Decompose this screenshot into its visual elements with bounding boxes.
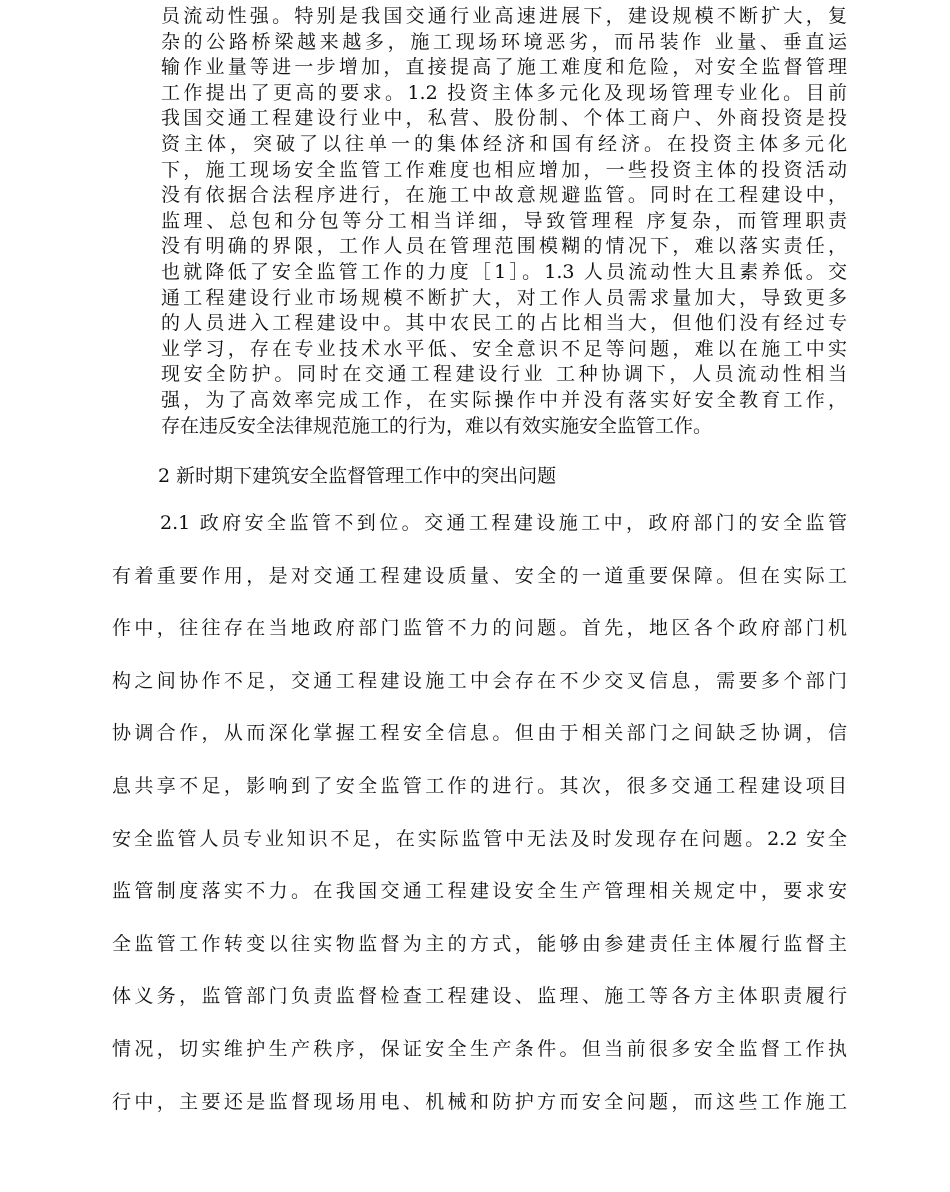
text-line: 监管制度落实不力。在我国交通工程建设安全生产管理相关规定中，要求安 — [112, 880, 847, 903]
text-line: 协调合作，从而深化掌握工程安全信息。但由于相关部门之间缺乏协调，信 — [112, 722, 847, 745]
text-line: 安全监管人员专业知识不足，在实际监管中无法及时发现存在问题。2.2 安全 — [112, 827, 847, 850]
text-line: 有着重要作用，是对交通工程建设质量、安全的一道重要保障。但在实际工 — [112, 564, 847, 587]
text-line: 监理、总包和分包等分工相当详细，导致管理程 序复杂，而管理职责 — [161, 209, 847, 232]
text-line: 通工程建设行业市场规模不断扩大，对工作人员需求量加大，导致更多 — [161, 286, 847, 309]
text-line: 2.1 政府安全监管不到位。交通工程建设施工中，政府部门的安全监管 — [160, 512, 847, 534]
text-line: 资主体，突破了以往单一的集体经济和国有经济。在投资主体多元化 — [161, 132, 847, 155]
text-line: 下，施工现场安全监管工作难度也相应增加，一些投资主体的投资活动 — [161, 158, 847, 181]
text-line: 情况，切实维护生产秩序，保证安全生产条件。但当前很多安全监督工作执 — [112, 1037, 847, 1060]
text-line: 全监管工作转变以往实物监督为主的方式，能够由参建责任主体履行监督主 — [112, 932, 847, 955]
text-line: 工作提出了更高的要求。1.2 投资主体多元化及现场管理专业化。目前 — [161, 81, 847, 104]
text-line: 存在违反安全法律规范施工的行为，难以有效实施安全监管工作。 — [161, 414, 713, 437]
text-line: 作中，往往存在当地政府部门监管不力的问题。首先，地区各个政府部门机 — [112, 617, 847, 640]
text-line: 也就降低了安全监管工作的力度［1］。1.3 人员流动性大且素养低。交 — [161, 260, 847, 283]
text-line: 的人员进入工程建设中。其中农民工的占比相当大，但他们没有经过专 — [161, 312, 847, 335]
text-line: 没有明确的界限，工作人员在管理范围模糊的情况下，难以落实责任， — [161, 235, 847, 258]
section-heading: 2 新时期下建筑安全监督管理工作中的突出问题 — [158, 465, 557, 487]
paragraph-section-2 — [112, 510, 847, 1141]
text-line: 行中，主要还是监督现场用电、机械和防护方而安全问题，而这些工作施工 — [112, 1090, 847, 1113]
text-line: 我国交通工程建设行业中，私营、股份制、个体工商户、外商投资是投 — [161, 107, 847, 130]
text-line: 输作业量等进一步增加，直接提高了施工难度和危险，对安全监督管理 — [161, 56, 847, 79]
text-line: 员流动性强。特别是我国交通行业高速进展下，建设规模不断扩大，复 — [161, 5, 847, 27]
text-line: 业学习，存在专业技术水平低、安全意识不足等问题，难以在施工中实 — [161, 337, 847, 360]
text-line: 现安全防护。同时在交通工程建设行业 工种协调下，人员流动性相当 — [161, 363, 847, 386]
text-line: 构之间协作不足，交通工程建设施工中会存在不少交叉信息，需要多个部门 — [112, 669, 847, 692]
text-line: 没有依据合法程序进行，在施工中故意规避监管。同时在工程建设中， — [161, 184, 847, 207]
text-line: 强，为了高效率完成工作，在实际操作中并没有落实好安全教育工作， — [161, 388, 847, 411]
text-line: 杂的公路桥梁越来越多，施工现场环境恶劣，而吊装作 业量、垂直运 — [161, 30, 847, 53]
paragraph-section-1 — [161, 4, 847, 439]
text-line: 体义务，监管部门负责监督检查工程建设、监理、施工等各方主体职责履行 — [112, 985, 847, 1008]
text-line: 息共享不足，影响到了安全监管工作的进行。其次，很多交通工程建设项目 — [112, 774, 847, 797]
